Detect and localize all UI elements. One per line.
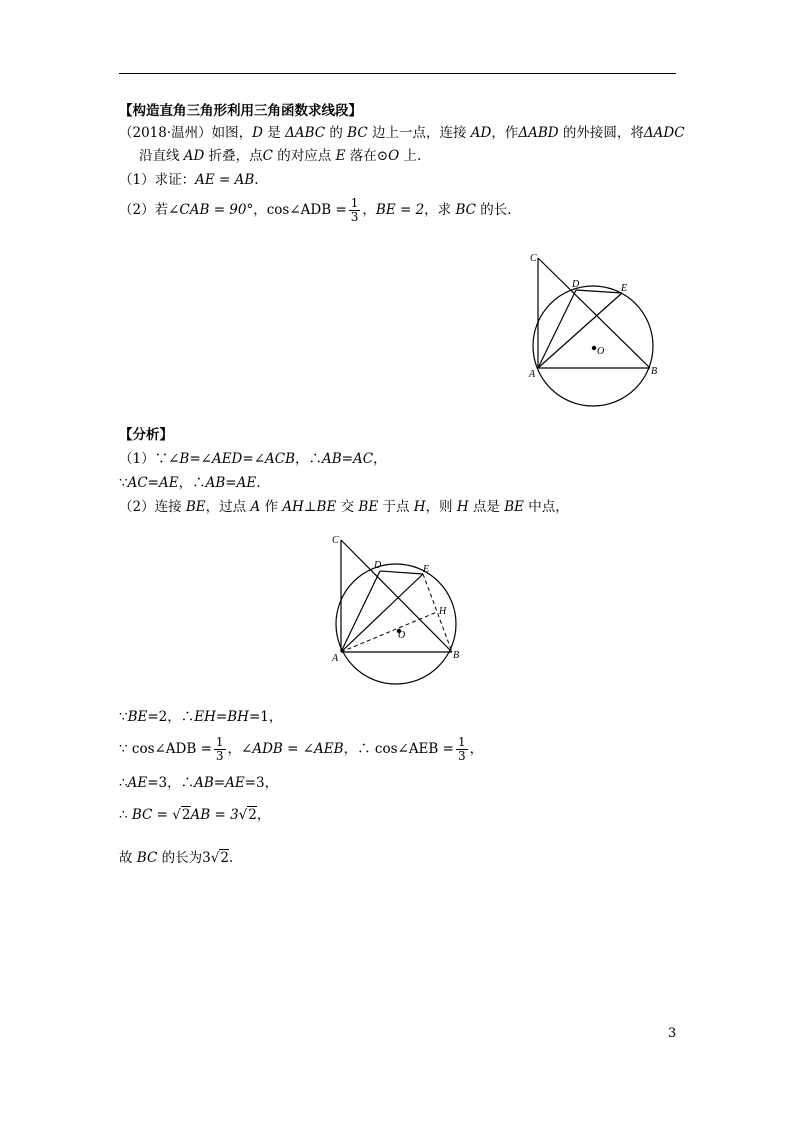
problem-statement-line-2: 沿直线 AD 折叠，点C 的对应点 E 落在⊙O 上. (139, 148, 422, 164)
analysis-line-3: （2）连接 BE，过点 A 作 AH⊥BE 交 BE 于点 H，则 H 点是 BE 中点， (119, 499, 569, 515)
label-B: B (651, 366, 658, 377)
analysis-line-2: ∵AC=AE，∴AB=AE. (119, 475, 261, 491)
solution-line-4: ∴ BC = √2AB = 3√2， (119, 807, 271, 823)
segment-CB (341, 540, 452, 652)
analysis-line-1: （1）∵∠B=∠AED=∠ACB，∴AB=AC， (119, 451, 387, 467)
label-A: A (529, 369, 536, 380)
section-title: 【构造直角三角形利用三角函数求线段】 (119, 103, 362, 119)
segment-AD (341, 571, 380, 652)
fraction: $\frac{1}{3}$ (457, 735, 466, 763)
solution-line-1: ∵BE=2，∴EH=BH=1， (119, 709, 283, 725)
label-E: E (621, 283, 628, 294)
page-number: 3 (668, 1026, 677, 1041)
label-O: O (398, 630, 406, 641)
label-D: D (572, 279, 580, 290)
label-B: B (453, 650, 460, 661)
segment-AH-dashed (341, 612, 437, 652)
segment-DE (380, 571, 423, 574)
circumcircle (533, 286, 653, 406)
segment-AD (538, 290, 576, 368)
label-O: O (597, 346, 605, 357)
segment-AE (341, 574, 423, 652)
conclusion-line: 故 BC 的长为3√2. (119, 850, 234, 866)
label-E: E (423, 564, 430, 575)
geometry-figure-2 (326, 530, 476, 695)
label-H: H (439, 606, 447, 617)
question-1: （1）求证：AE = AB. (119, 172, 259, 188)
header-rule (119, 73, 676, 74)
geometry-figure-1 (522, 248, 672, 418)
label-C: C (332, 535, 339, 546)
fraction: $\frac{1}{3}$ (215, 735, 224, 763)
fraction: $\frac{1}{3}$ (350, 196, 359, 224)
center-point (592, 346, 596, 350)
question-2: （2）若∠CAB = 90°，cos∠ADB = $\frac{1}{3}$ ，BE = 2，求 BC 的长. (119, 196, 512, 224)
problem-statement-line-1: （2018·温州）如图，D 是 ΔABC 的 BC 边上一点，连接 AD，作ΔABD 的外接圆，将ΔADC (119, 125, 685, 141)
label-A: A (332, 653, 339, 664)
label-D: D (374, 560, 382, 571)
segment-BE-dashed (423, 574, 452, 652)
solution-line-2: ∵ cos∠ADB = $\frac{1}{3}$ ，∠ADB = ∠AEB，∴ cos∠AEB = $\frac{1}{3}$ ， (119, 735, 484, 763)
solution-line-3: ∴AE=3，∴AB=AE=3， (119, 775, 279, 791)
label-C: C (530, 253, 537, 264)
analysis-title: 【分析】 (119, 427, 173, 443)
segment-CB (538, 258, 650, 368)
